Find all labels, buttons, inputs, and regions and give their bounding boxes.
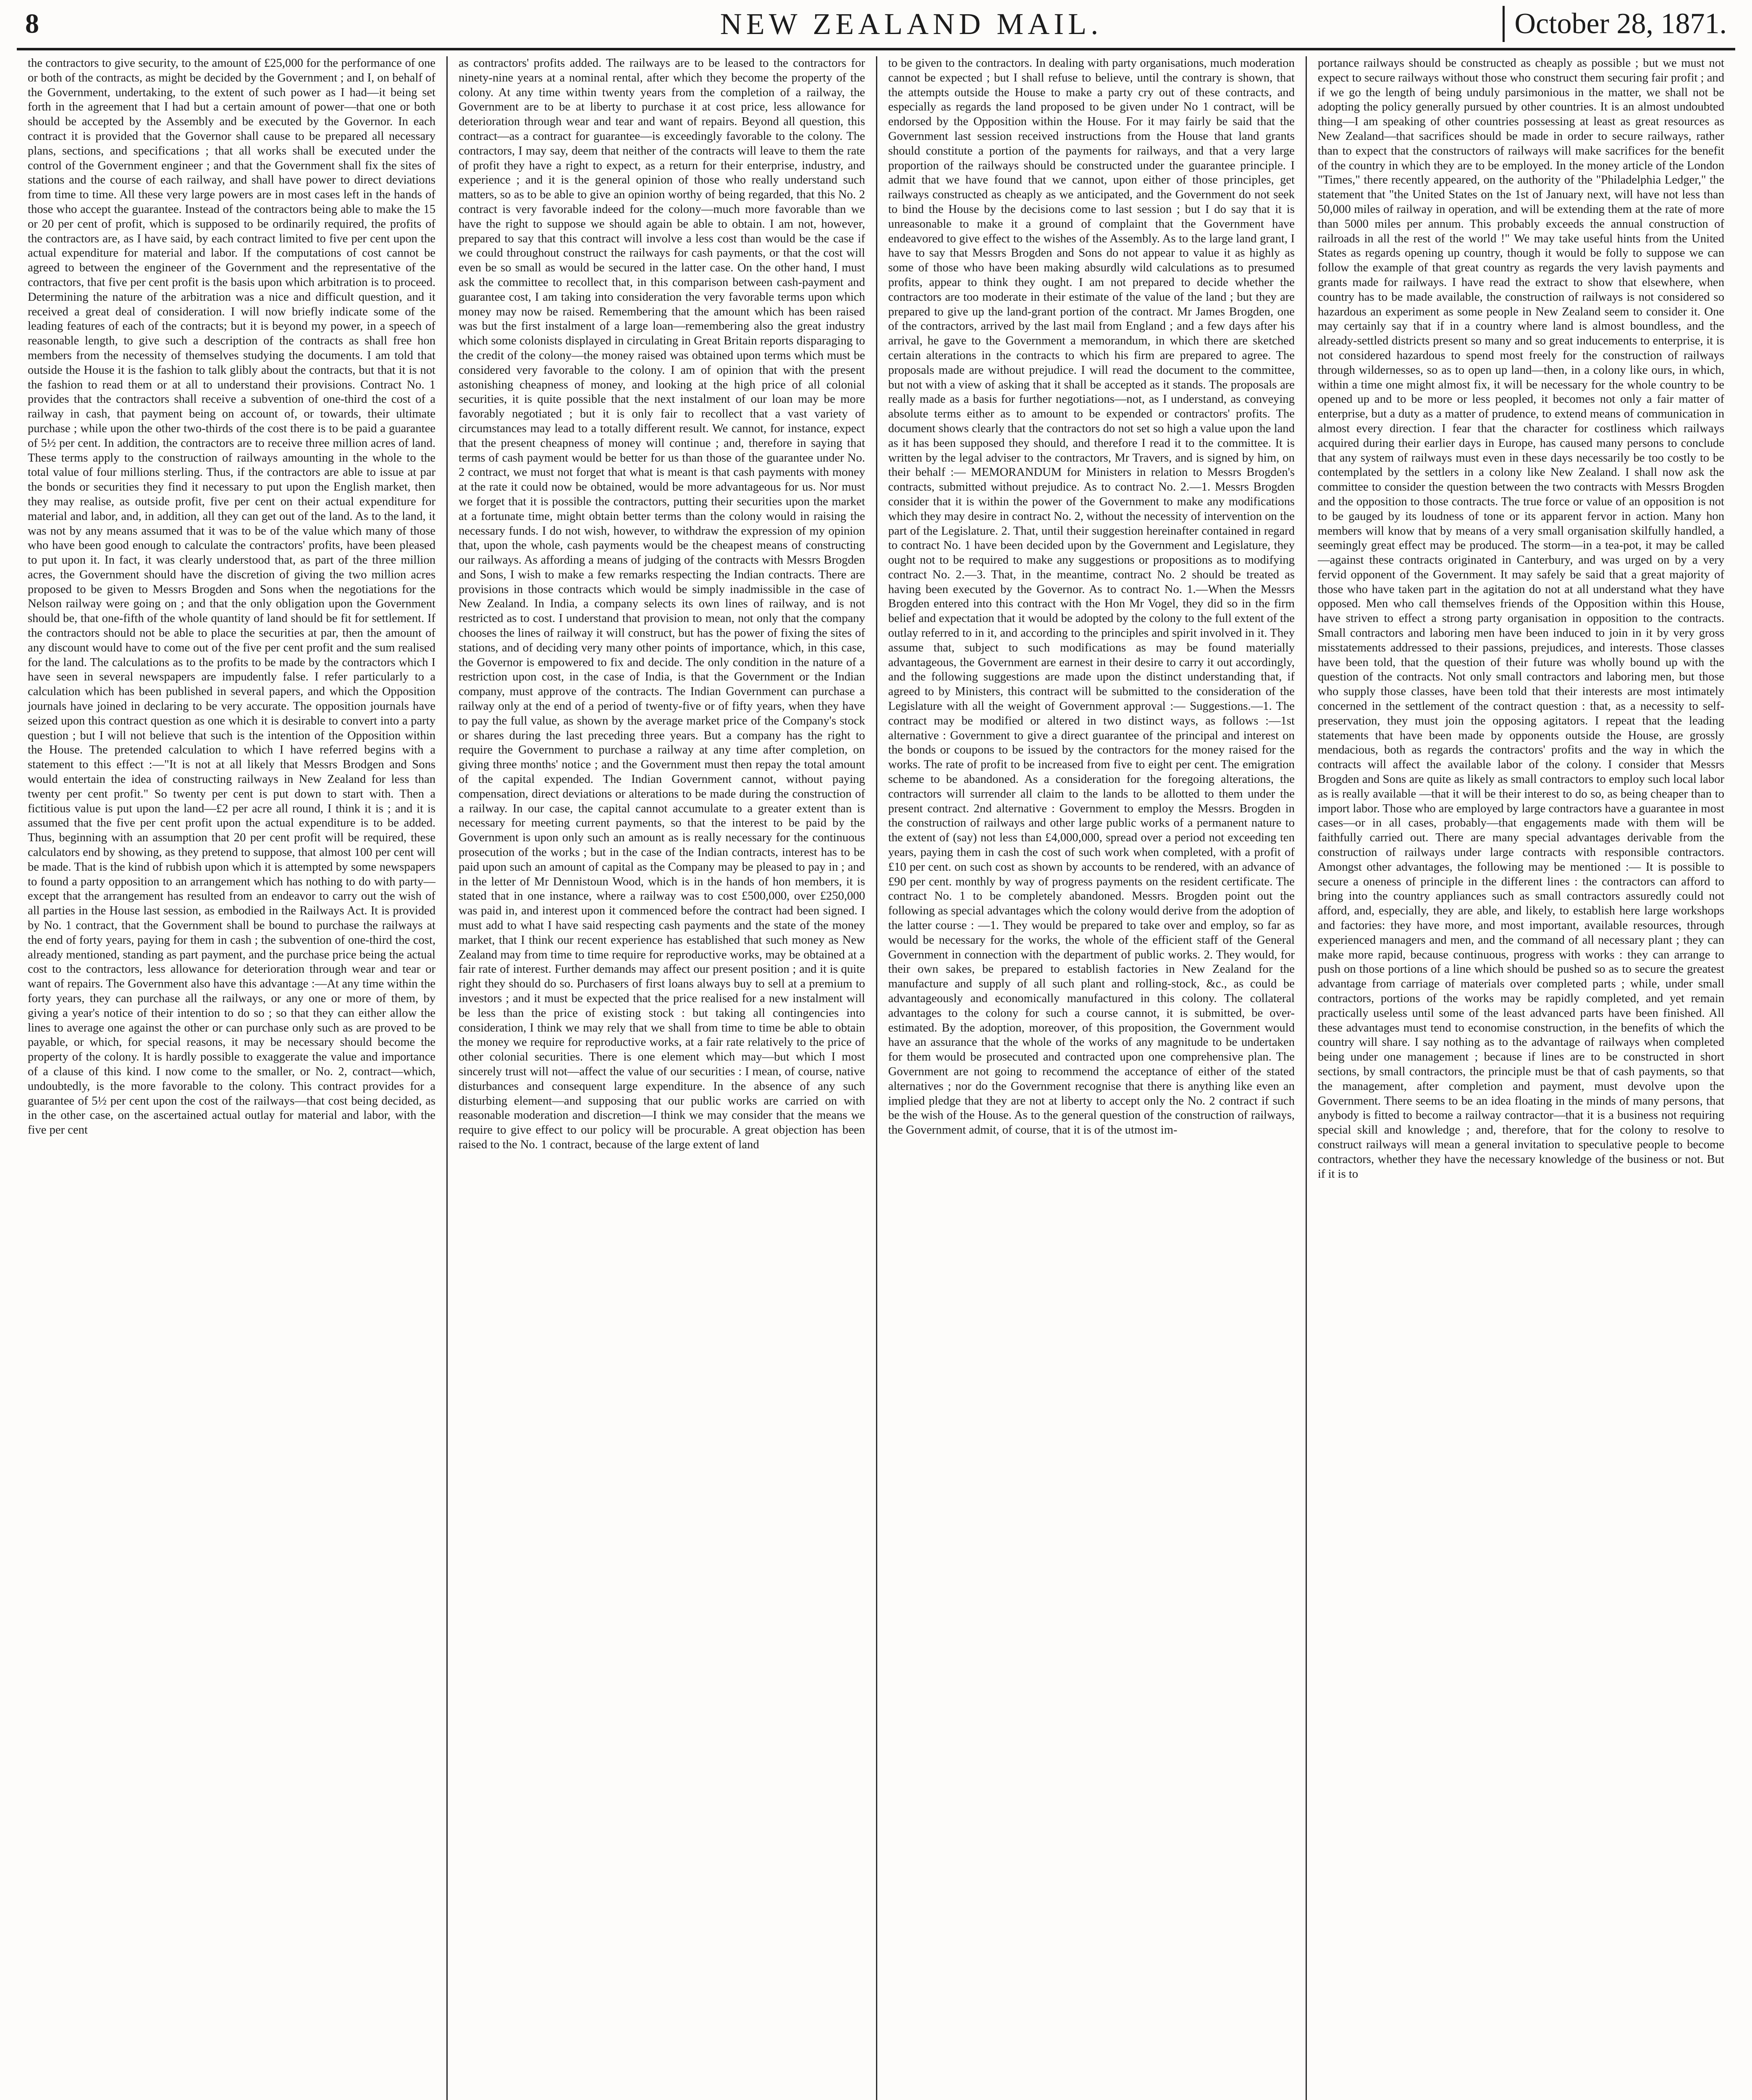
column-4-text: portance railways should be constructed as cheaply as possible ; but we must not expect to secure railways without those who construct them securing fair profit ; and if we go the length of being unduly parsimonious in the matter, we shall not be adopting the policy generally pursued by other countries. It is an almost undoubted thing—I am speaking of other countries possessing at least as great resources as New Zealand—that sacrifices should be made in order to secure railways, rather than to expect that the constructors of railways will make sacrifices for the benefit of the country in which they are to be employed. In the money article of the London "Times," there recently appeared, on the authority of the "Philadelphia Ledger," the statement that "the United States on the 1st of January next, will have not less than 50,000 miles of railway in operation, and will be extending them at the rate of more than 5000 miles per annum. This probably exceeds the annual construction of railroads in all the rest of the world !" We may take useful hints from the United States as regards opening up country, though it would be folly to suppose we can follow the example of that great country as regards the very lavish payments and grants made for railways. I have read the extract to show that elsewhere, when country has to be made available, the construction of railways is not considered so hazardous an experiment as some people in New Zealand seem to consider it. One may certainly say that if in a country where land is almost boundless, and the already-settled districts present so many and so great inducements to enterprise, it is not considered hazardous to spend most freely for the construction of railways through wildernesses, so as to open up land—then, in a colony like ours, in which, within a time one might almost fix, it will be necessary for the whole country to be opened up and to be more or less peopled, it becomes not only a fair matter of enterprise, but a duty as a matter of prudence, to extend means of communication in almost every direction. I fear that the character for costliness which railways acquired during their earlier days in Europe, has caused many persons to conclude that any system of railways must even in these days necessarily be too costly to be contemplated by the settlers in a colony like New Zealand. I shall now ask the committee to consider the question between the two contracts with Messrs Brogden and the opposition to those contracts. The true force or value of an opposition is not to be gauged by its loudness of tone or its apparent fervor in action. Many hon members will know that by means of a very small organisation skilfully handled, a seemingly great effect may be produced. The storm—in a tea-pot, it may be called—against these contracts originated in Canterbury, and was urged on by a very fervid opponent of the Government. It may safely be said that a great majority of those who have taken part in the agitation do not at all understand what they have opposed. Men who call themselves friends of the Opposition within this House, have striven to effect a strong party organisation in opposition to the contracts. Small contractors and laboring men have been induced to join in it by very gross misstatements addressed to their passions, prejudices, and interests. Those classes have been told, that the question of their future was wholly bound up with the question of the contracts. Not only small contractors and laboring men, but those who supply those classes, have been told that their interests are most intimately concerned in the settlement of the contract question : that, as a necessity to self-preservation, they must join the opposing agitators. I repeat that the leading statements that have been made by opponents outside the House, are grossly mendacious, both as regards the contractors' profits and the way in which the contracts will affect the available labor of the colony. I consider that Messrs Brogden and Sons are quite as likely as small contractors to employ such local labor as is really available —that it will be their interest to do so, as being cheaper than to import labor. Those who are employed by large contractors have a guarantee in most cases—or in all cases, probably—that engagements made with them will be faithfully carried out. There are many special advantages derivable from the construction of railways under large contracts with responsible contractors. Amongst other advantages, the following may be mentioned :— It is possible to secure a oneness of principle in the different lines : the contractors can afford to bring into the country appliances such as small contractors assuredly could not afford, and, especially, they are able, and likely, to establish here large workshops and factories: they have more, and most important, available resources, through experienced managers and men, and the command of all necessary plant ; they can make more rapid, because continuous, progress with works : they can arrange to push on those portions of a line which should be pushed so as to secure the greatest advantage from carriage of materials over completed parts ; while, under small contractors, portions of the works may be rapidly completed, and yet remain practically useless until some of the least advanced parts have been finished. All these advantages must tend to economise construction, in the benefits of which the country will share. I say nothing as to the advantage of railways when completed being under one management ; because if lines are to be constructed in short sections, by small contractors, the principle must be that of cash payments, so that the management, after completion and payment, must devolve upon the Government. There seems to be an idea floating in the minds of many persons, that anybody is fitted to become a railway contractor—that it is a business not requiring special skill and knowledge ; and, therefore, that for the colony to resolve to construct railways will mean a general invitation to speculative people to become contractors, whether they have the necessary knowledge of the business or not. But if it is to xyxy=(1318,57,1724,1181)
masthead xyxy=(17,6,1735,42)
article-columns xyxy=(17,56,1735,2100)
column-1 xyxy=(17,56,446,2100)
column-1-text: the contractors to give security, to the amount of £25,000 for the performance of one or both of the contracts, as might be decided by the Government ; and I, on behalf of the Government, undertaking, to the extent of such power as I had—it being set forth in the agreement that I had but a certain amount of power—that one or both should be accepted by the Assembly and be executed by the Governor. In each contract it is provided that the Governor shall cause to be prepared all necessary plans, sections, and specifications ; that all works shall be executed under the control of the Government engineer ; and that the Government shall fix the sites of stations and the course of each railway, and shall have power to direct deviations from time to time. All these very large powers are in most cases left in the hands of those who accept the guarantee. Instead of the contractors being able to make the 15 or 20 per cent of profit, which is supposed to be ordinarily required, the profits of the contractors are, as I have said, by each contract limited to five per cent upon the actual expenditure for material and labor. If the computations of cost cannot be agreed to between the engineer of the Government and the representative of the contractors, that five per cent profit is the basis upon which arbitration is to proceed. Determining the nature of the arbitration was a nice and difficult question, and it received a great deal of consideration. I will now briefly indicate some of the leading features of each of the contracts; but it is beyond my power, in a speech of reasonable length, to give such a description of the contracts as shall free hon members from the necessity of themselves studying the documents. I am told that outside the House it is the fashion to talk glibly about the contracts, but that it is not the fashion to read them or at all to understand their provisions. Contract No. 1 provides that the contractors shall receive a subvention of one-third the cost of a railway in cash, that payment being on account of, or towards, their ultimate purchase ; while upon the other two-thirds of the cost there is to be paid a guarantee of 5½ per cent. In addition, the contractors are to receive three million acres of land. These terms apply to the construction of railways amounting in the whole to the total value of four millions sterling. Thus, if the contractors are able to issue at par the bonds or securities they find it necessary to put upon the English market, then they may realise, as outside profit, five per cent on their actual expenditure for material and labor, and, in addition, all they can get out of the land. As to the land, it was not by any means assumed that it was to be of the value which many of those who have been good enough to calculate the contractors' profits, have been pleased to put upon it. In fact, it was clearly understood that, as part of the three million acres, the Government should have the discretion of giving the two million acres proposed to be given to Messrs Brogden and Sons when the negotiations for the Nelson railway were going on ; and that the only obligation upon the Government should be, that one-fifth of the whole quantity of land should be fit for settlement. If the contractors should not be able to place the securities at par, then the amount of any discount would have to come out of the five per cent profit and the sum realised for the land. The calculations as to the profits to be made by the contractors which I have seen in several newspapers are impudently false. I refer particularly to a calculation which has been published in several papers, and which the Opposition journals have joined in declaring to be very accurate. The opposition journals have seized upon this contract question as one which it is desirable to convert into a party question ; but I will not believe that such is the intention of the Opposition within the House. The pretended calculation to which I have referred begins with a statement to this effect :—"It is not at all likely that Messrs Brodgen and Sons would entertain the idea of constructing railways in New Zealand for less than twenty per cent profit." So twenty per cent is put down to start with. Then a fictitious value is put upon the land—£2 per acre all round, I think it is ; and it is assumed that the five per cent profit upon the actual expenditure is to be added. Thus, beginning with an assumption that 20 per cent profit will be required, these calculators end by showing, as they pretend to suppose, that almost 100 per cent will be made. That is the kind of rubbish upon which it is attempted by some newspapers to found a party opposition to an arrangement which has nothing to do with party—except that the arrangement has resulted from an endeavor to carry out the wish of all parties in the House last session, as embodied in the Railways Act. It is provided by No. 1 contract, that the Government shall be bound to purchase the railways at the end of forty years, paying for them in cash ; the subvention of one-third the cost, already mentioned, standing as part payment, and the purchase price being the actual cost to the contractors, less allowance for deterioration through wear and tear or want of repairs. The Government also have this advantage :—At any time within the forty years, they can purchase all the railways, or any one or more of them, by giving a year's notice of their intention to do so ; so that they can either allow the lines to average one against the other or can purchase only such as are proved to be payable, or which, for special reasons, it may be necessary should become the property of the colony. It is hardly possible to exaggerate the value and importance of a clause of this kind. I now come to the smaller, or No. 2, contract—which, undoubtedly, is the more favorable to the colony. This contract provides for a guarantee of 5½ per cent upon the cost of the railways—that cost being decided, as in the other case, on the ascertained actual outlay for material and labor, with the five per cent xyxy=(28,57,435,1137)
column-2-text: as contractors' profits added. The railways are to be leased to the contractors for ninety-nine years at a nominal rental, after which they become the property of the colony. At any time within twenty years from the completion of a railway, the Government are to be at liberty to purchase it at cost price, less allowance for deterioration through wear and tear and want of repairs. Beyond all question, this contract—as a contract for guarantee—is exceedingly favorable to the colony. The contractors, I may say, deem that neither of the contracts will leave to them the rate of profit they have a right to expect, as a return for their enterprise, industry, and experience ; and it is the general opinion of those who really understand such matters, so as to be able to give an opinion worthy of being regarded, that this No. 2 contract is very favorable indeed for the colony—much more favorable than we have the right to suppose we should again be able to obtain. I am not, however, prepared to say that this contract will involve a less cost than would be the case if we could throughout construct the railways for cash payments, or that the cost will even be so small as would be secured in the latter case. On the other hand, I must ask the committee to recollect that, in this comparison between cash-payment and guarantee cost, I am taking into consideration the very favorable terms upon which money may now be raised. Remembering that the amount which has been raised was but the first instalment of a large loan—remembering also the great industry which some colonists displayed in circulating in Great Britain reports disparaging to the credit of the colony—the money raised was obtained upon terms which must be considered very favorable to the colony. I am of opinion that with the present astonishing cheapness of money, and looking at the high price of all colonial securities, it is quite possible that the next instalment of our loan may be more favorably negotiated ; but it is only fair to recollect that a vast variety of circumstances may lead to a totally different result. We cannot, for instance, expect that the present cheapness of money will continue ; and, therefore in saying that terms of cash payment would be better for us than those of the guarantee under No. 2 contract, we must not forget that what is meant is that cash payments with money at the rate it could now be obtained, would be more advantageous for us. Nor must we forget that it is possible the contractors, putting their securities upon the market at a fortunate time, might obtain better terms than the colony would in raising the necessary funds. I do not wish, however, to withdraw the expression of my opinion that, upon the whole, cash payments would be the cheapest means of constructing our railways. As affording a means of judging of the contracts with Messrs Brogden and Sons, I wish to make a few remarks respecting the Indian contracts. There are provisions in those contracts which would be simply inadmissible in the case of New Zealand. In India, a company selects its own lines of railway, and is not restricted as to cost. I understand that provision to mean, not only that the company chooses the lines of railway it will construct, but has the power of fixing the sites of stations, and of deciding very many other points of importance, which, in this case, the Governor is empowered to fix and decide. The only condition in the nature of a restriction upon cost, in the case of India, is that the Government or the Indian company, must approve of the contracts. The Indian Government can purchase a railway only at the end of a period of twenty-five or of fifty years, when they have to pay the full value, as shown by the average market price of the Company's stock or shares during the last preceding three years. But a company has the right to require the Government to purchase a railway at any time after completion, on giving three months' notice ; and the Government must then repay the total amount of the capital expended. The Indian Government cannot, without paying compensation, direct deviations or alterations to be made during the construction of a railway. In our case, the capital cannot accumulate to a greater extent than is necessary for meeting current payments, so that the interest to be paid by the Government is upon only such an amount as is really necessary for the continuous prosecution of the works ; but in the case of the Indian contracts, interest has to be paid upon such an amount of capital as the Company may be pleased to pay in ; and in the letter of Mr Dennistoun Wood, which is in the hands of hon members, it is stated that in one instance, where a railway was to cost £500,000, over £250,000 was paid in, and interest upon it commenced before the contract had been signed. I must add to what I have said respecting cash payments and the state of the money market, that I think our recent experience has established that such money as New Zealand may from time to time require for reproductive works, may be obtained at a fair rate of interest. Further demands may affect our present position ; and it is quite right they should do so. Purchasers of first loans always buy to sell at a premium to investors ; and it must be expected that the price realised for a new instalment will be less than the price of existing stock : but taking all contingencies into consideration, I think we may rely that we shall from time to time be able to obtain the money we require for reproductive works, at a fair rate relatively to the price of other colonial securities. There is one element which may—but which I most sincerely trust will not—affect the value of our securities : I mean, of course, native disturbances and consequent large expenditure. In the absence of any such disturbing element—and supposing that our public works are carried on with reasonable moderation and discretion—I think we may consider that the means we require to give effect to our policy will be procurable. A great objection has been raised to the No. 1 contract, because of the large extent of land xyxy=(459,57,865,1151)
column-2 xyxy=(446,56,876,2100)
page-number: 8 xyxy=(25,8,39,39)
paper-title: NEW ZEALAND MAIL. xyxy=(720,7,1103,41)
header-rule xyxy=(17,48,1735,50)
column-4 xyxy=(1306,56,1735,2100)
issue-date: October 28, 1871. xyxy=(1503,6,1727,42)
column-3-text: to be given to the contractors. In dealing with party organisations, much moderation cannot be expected ; but I shall refuse to believe, until the contrary is shown, that the attempts outside the House to make a party cry out of these contracts, and especially as regards the land proposed to be given under No 1 contract, will be endorsed by the Opposition within the House. For it may fairly be said that the Government last session received instructions from the House that land grants should constitute a portion of the payments for railways, and that a very large proportion of the railways should be constructed under the guarantee principle. I admit that we have found that we cannot, upon either of those principles, get railways constructed as cheaply as we anticipated, and the Government do not seek to bind the House by the decisions come to last session ; but I do say that it is unreasonable to make it a ground of complaint that the Government have endeavored to give effect to the wishes of the Assembly. As to the large land grant, I have to say that Messrs Brogden and Sons do not appear to value it as highly as some of those who have been making absurdly wild calculations as to presumed profits, appear to think they ought. I am not prepared to decide whether the contractors are too moderate in their estimate of the value of the land ; but they are prepared to give up the land-grant portion of the contract. Mr James Brogden, one of the contractors, arrived by the last mail from England ; and a few days after his arrival, he gave to the Government a memorandum, in which there are sketched certain alterations in the contracts to which his firm are prepared to agree. The proposals made are without prejudice. I will read the document to the committee, but not with a view of asking that it shall be accepted as it stands. The proposals are really made as a basis for further negotiations—not, as I understand, as conveying absolute terms either as to amount to be expended or contractors' profits. The document shows clearly that the contractors do not set so high a value upon the land as it has been supposed they should, and therefore I read it to the committee. It is written by the legal adviser to the contractors, Mr Travers, and is signed by him, on their behalf :— MEMORANDUM for Ministers in relation to Messrs Brogden's contracts, submitted without prejudice. As to contract No. 2.—1. Messrs Brogden consider that it is within the power of the Government to make any modifications which they may desire in contract No. 2, without the necessity of intervention on the part of the Legislature. 2. That, until their suggestion hereinafter contained in regard to contract No. 1 have been decided upon by the Government and Legislature, they ought not to be required to make any suggestions or propositions as to modifying contract No. 2.—3. That, in the meantime, contract No. 2 should be treated as having been executed by the Governor. As to contract No. 1.—When the Messrs Brogden entered into this contract with the Hon Mr Vogel, they did so in the firm belief and expectation that it would be adopted by the colony to the full extent of the outlay referred to in it, and according to the principles and spirit involved in it. They assume that, subject to such modifications as may be found materially advantageous, the Government are earnest in their desire to carry it out accordingly, and the following suggestions are made upon the distinct understanding that, if agreed to by Ministers, this contract will be submitted to the consideration of the Legislature with all the weight of Government approval :— Suggestions.—1. The contract may be modified or altered in two distinct ways, as follows :—1st alternative : Government to give a direct guarantee of the principal and interest on the bonds or coupons to be issued by the contractors for the money raised for the works. The rate of profit to be increased from five to eight per cent. The emigration scheme to be abandoned. As a consideration for the foregoing alterations, the contractors will surrender all claim to the lands to be allotted to them under the present contract. 2nd alternative : Government to employ the Messrs. Brogden in the construction of railways and other large public works of a permanent nature to the extent of (say) not less than £4,000,000, spread over a period not exceeding ten years, paying them in cash the cost of such work when completed, with a profit of £10 per cent. on such cost as shown by accounts to be rendered, with an advance of £90 per cent. monthly by way of progress payments on the resident certificate. The contract No. 1 to be completely abandoned. Messrs. Brogden point out the following as special advantages which the colony would derive from the adoption of the latter course : —1. They would be prepared to take over and employ, so far as would be necessary for the works, the whole of the efficient staff of the General Government in connection with the department of public works. 2. They would, for their own sakes, be prepared to establish factories in New Zealand for the manufacture and supply of all such plant and rolling-stock, &c., as could be advantageously and economically manufactured in this colony. The collateral advantages to the colony for such a course cannot, it is submitted, be over-estimated. By the adoption, moreover, of this proposition, the Government would have an assurance that the whole of the works of any magnitude to be undertaken for them would be prosecuted and contracted upon one comprehensive plan. The Government are not going to recommend the acceptance of either of the stated alternatives ; nor do the Government recognise that there is anything like even an implied pledge that they are not at liberty to accept only the No. 2 contract if such be the wish of the House. As to the general question of the construction of railways, the Government admit, of course, that it is of the utmost im- xyxy=(888,57,1295,1137)
column-3 xyxy=(876,56,1306,2100)
